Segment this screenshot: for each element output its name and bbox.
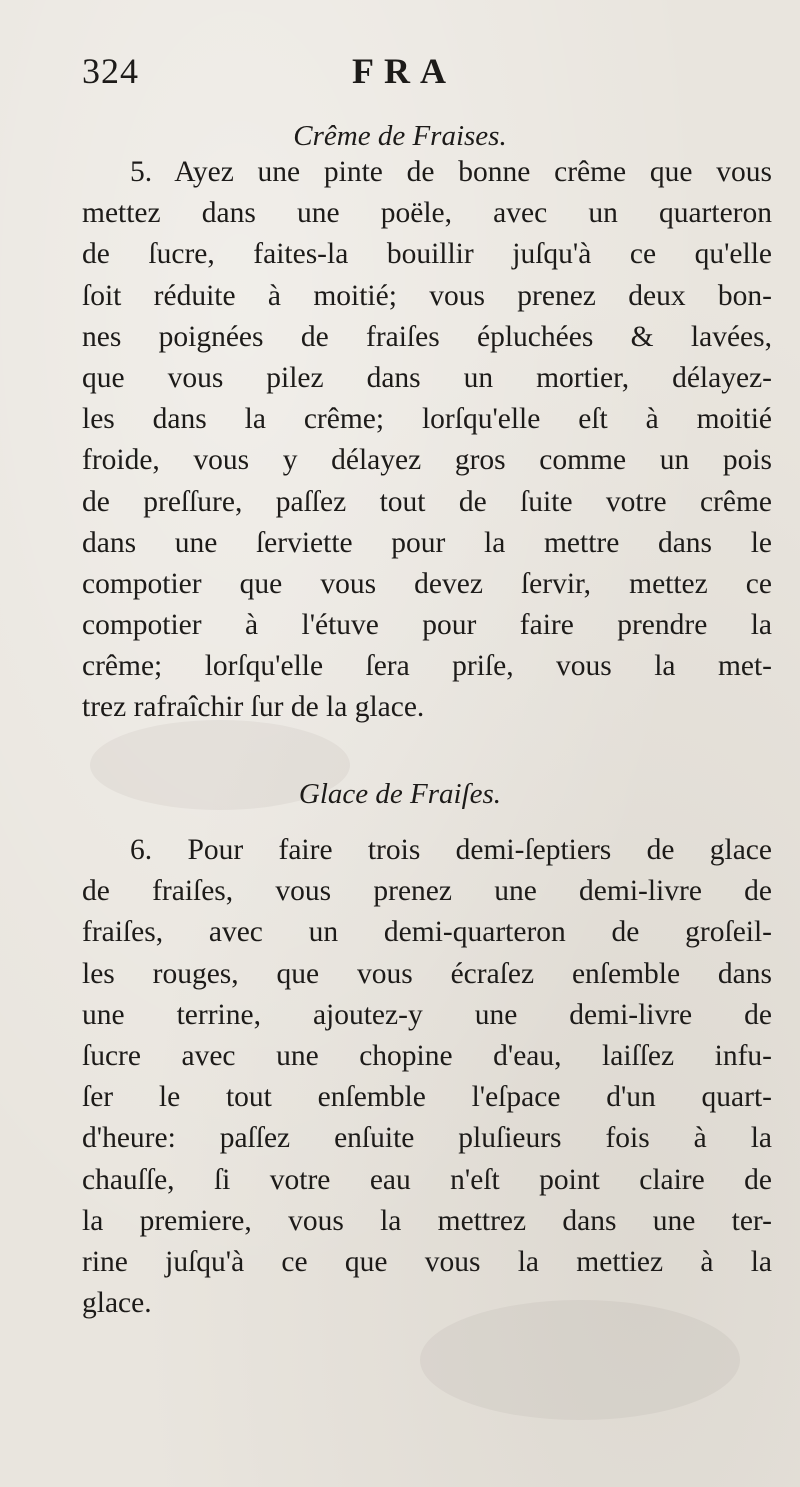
text-line: chauſſe, ſi votre eau n'eſt point claire de (82, 1163, 772, 1196)
text-line: les dans la crême; lorſqu'elle eſt à moitié (82, 403, 772, 436)
text-line: d'heure: paſſez enſuite pluſieurs fois à la (82, 1122, 772, 1155)
text-line: 5. Ayez une pinte de bonne crême que vous (130, 156, 772, 188)
text-line: crême; lorſqu'elle ſera priſe, vous la met- (82, 650, 772, 683)
text-line: trez rafraîchir ſur de la glace. (82, 691, 425, 724)
text-line: les rouges, que vous écraſez enſemble dans (82, 957, 772, 990)
text-line: une terrine, ajoutez-y une demi-livre de (82, 998, 772, 1031)
section-title-creme: Crême de Fraises. (293, 120, 507, 152)
text-line: que vous pilez dans un mortier, délayez- (82, 361, 772, 394)
text-line: ſoit réduite à moitié; vous prenez deux bon- (82, 279, 772, 312)
text-line: nes poignées de fraiſes épluchées & lavées, (82, 320, 772, 353)
text-line: rine juſqu'à ce que vous la mettiez à la (82, 1245, 772, 1278)
text-line: ſer le tout enſemble l'eſpace d'un quart- (82, 1081, 772, 1114)
text-line: dans une ſerviette pour la mettre dans le (82, 526, 772, 559)
text-line: mettez dans une poële, avec un quarteron (82, 197, 772, 230)
text-line: fraiſes, avec un demi-quarteron de groſeil- (82, 916, 772, 949)
page-header (82, 50, 772, 100)
text-line: 6. Pour faire trois demi-ſeptiers de glace (130, 834, 772, 866)
recipe-text-glace (82, 830, 772, 1324)
text-line: de preſſure, paſſez tout de ſuite votre crême (82, 485, 772, 518)
page-number: 324 (82, 51, 139, 91)
section-title-glace: Glace de Fraiſes. (298, 778, 502, 810)
text-line: compotier que vous devez ſervir, mettez ce (82, 567, 772, 600)
text-line: de ſucre, faites-la bouillir juſqu'à ce qu'elle (82, 238, 772, 271)
text-line: compotier à l'étuve pour faire prendre la (82, 609, 772, 642)
text-line: ſucre avec une chopine d'eau, laiſſez infu- (82, 1039, 772, 1072)
text-line: de fraiſes, vous prenez une demi-livre de (82, 875, 772, 908)
text-line: froide, vous y délayez gros comme un pois (82, 444, 772, 477)
running-head: FRA (352, 51, 456, 91)
recipe-text-creme (82, 152, 772, 729)
text-line: glace. (82, 1287, 152, 1320)
text-line: la premiere, vous la mettrez dans une ter- (82, 1204, 772, 1237)
